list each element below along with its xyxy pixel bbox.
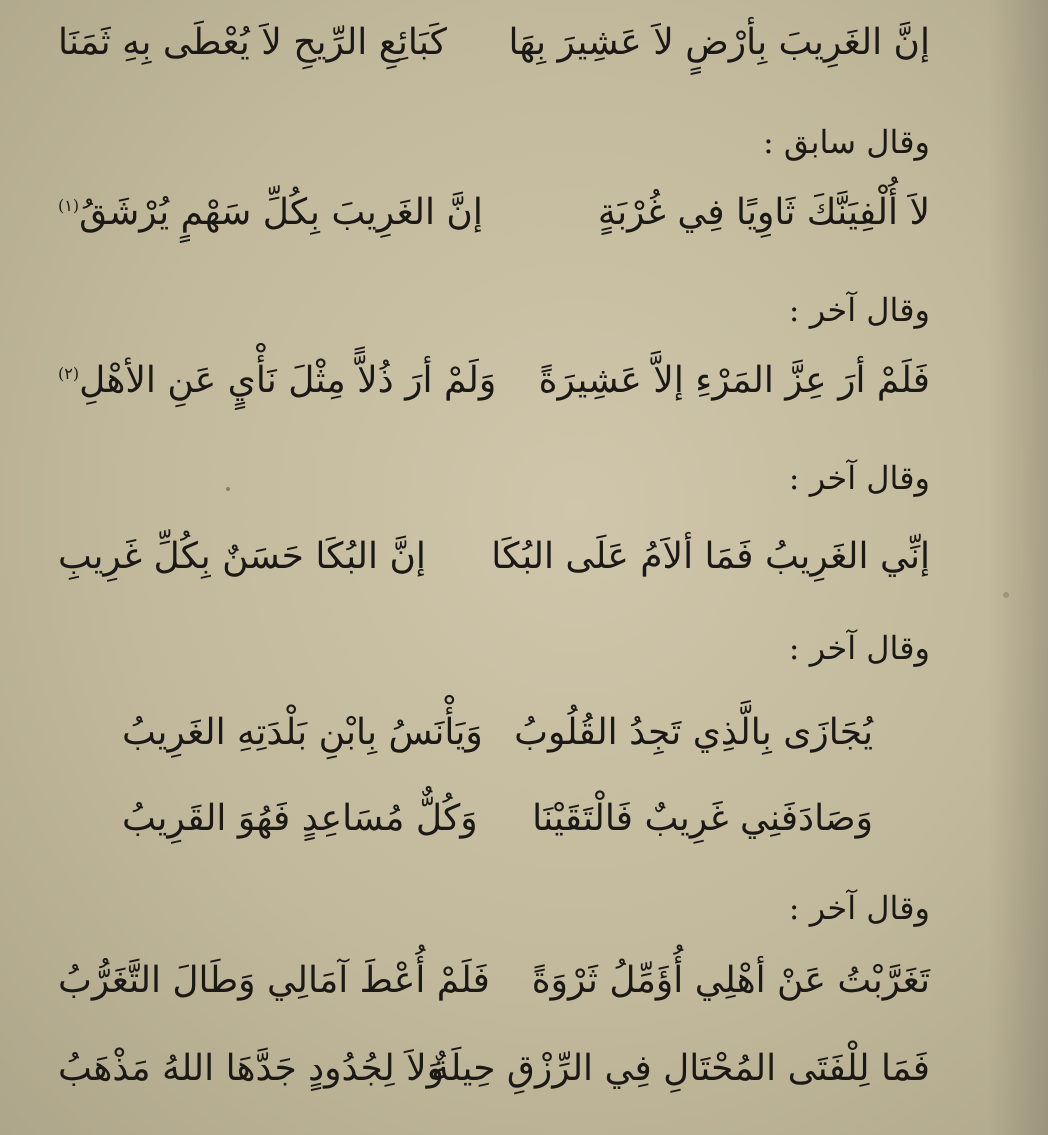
verse-first-hemistich: فَمَا لِلْفَتَى المُحْتَالِ فِي الرِّزْقِ حِيلَةٌ	[431, 1048, 930, 1089]
speaker-heading: وقال آخر :	[788, 459, 930, 497]
verse-second-hemistich: إنَّ البُكَا حَسَنٌ بِكُلِّ غَرِيبِ	[58, 536, 426, 577]
verse-2	[0, 178, 1048, 248]
footnote-marker: (٢)	[58, 364, 80, 383]
footnote-marker: (١)	[58, 196, 80, 215]
verse-first-hemistich: فَلَمْ أرَ عِزَّ المَرْءِ إلاَّ عَشِيرَةً	[538, 360, 930, 401]
verse-second-hemistich: كَبَائِعِ الرِّيحِ لاَ يُعْطَى بِهِ ثَمَنَا	[58, 22, 447, 63]
verse-second-hemistich	[58, 178, 483, 248]
verse-first-hemistich: إنِّي الغَرِيبُ فَمَا ألاَمُ عَلَى البُكَا	[491, 536, 930, 577]
verse-first-hemistich: يُجَازَى بِالَّذِي تَجِدُ القُلُوبُ	[514, 712, 873, 753]
speaker-heading: وقال سابق :	[762, 123, 930, 161]
verse-7	[0, 946, 1048, 1016]
verse-8	[0, 1034, 1048, 1104]
paper-speck	[226, 487, 230, 491]
verse-text: إنَّ الغَرِيبَ بِكُلِّ سَهْمٍ يُرْشَقُ	[79, 192, 483, 233]
verse-6	[0, 784, 1048, 854]
verse-1	[0, 8, 1048, 78]
verse-text: وَلَمْ أرَ ذُلاًّ مِثْلَ نَأْيٍ عَنِ الأهْلِ	[79, 360, 497, 401]
verse-4	[0, 522, 1048, 592]
page-edge-shadow	[988, 0, 1048, 1135]
verse-first-hemistich: تَغَرَّبْتُ عَنْ أهْلِي أُؤَمِّلُ ثَرْوَةً	[531, 960, 930, 1001]
verse-5	[0, 698, 1048, 768]
verse-second-hemistich	[58, 346, 496, 416]
verse-first-hemistich: إنَّ الغَرِيبَ بِأرْضٍ لاَ عَشِيرَ بِهَا	[508, 22, 930, 63]
verse-second-hemistich: وَيَأْنَسُ بِابْنِ بَلْدَتِهِ الغَرِيبُ	[122, 712, 483, 753]
verse-second-hemistich: وَكُلٌّ مُسَاعِدٍ فَهُوَ القَرِيبُ	[122, 798, 478, 839]
verse-first-hemistich: وَصَادَفَنِي غَرِيبٌ فَالْتَقَيْنَا	[532, 798, 873, 839]
verse-second-hemistich: فَلَمْ أُعْطَ آمَالِي وَطَالَ التَّغَرُّبُ	[58, 960, 490, 1001]
verse-second-hemistich: وَلاَ لِجُدُودٍ جَدَّهَا اللهُ مَذْهَبُ	[58, 1048, 445, 1089]
speaker-heading: وقال آخر :	[788, 291, 930, 329]
speaker-heading: وقال آخر :	[788, 889, 930, 927]
verse-first-hemistich: لاَ أُلْفِيَنَّكَ ثَاوِيًا فِي غُرْبَةٍ	[597, 192, 930, 233]
speaker-heading: وقال آخر :	[788, 629, 930, 667]
verse-3	[0, 346, 1048, 416]
